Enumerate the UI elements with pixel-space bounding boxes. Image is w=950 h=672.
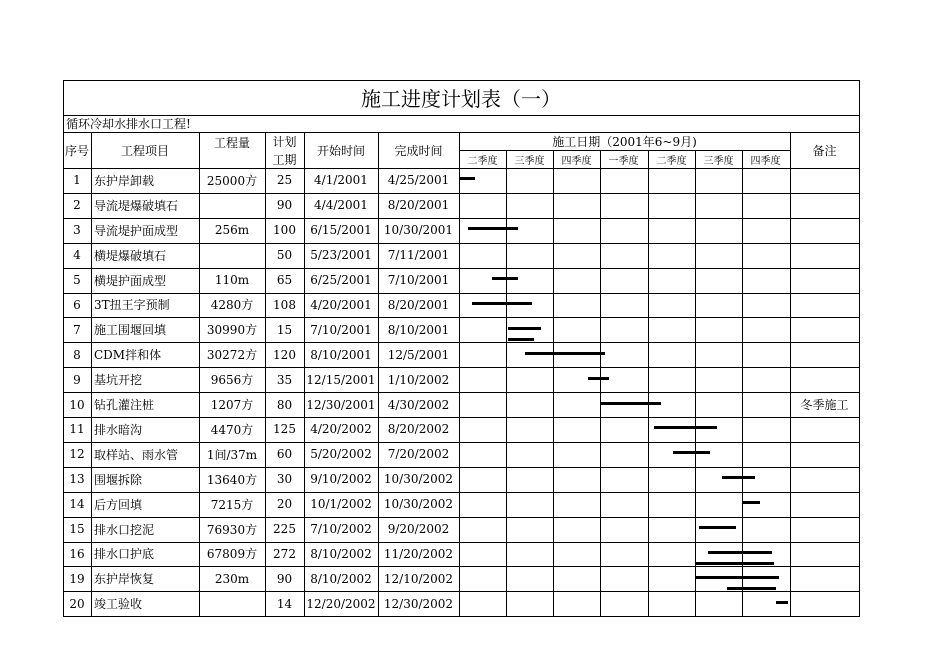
row-note — [790, 367, 859, 392]
row-item: 横堤爆破填石 — [94, 248, 167, 263]
row-start: 4/1/2001 — [314, 173, 368, 188]
quarter-label: 二季度 — [656, 155, 687, 167]
gantt-bar — [492, 277, 518, 280]
row-qty — [199, 591, 265, 616]
row-end: 9/20/2002 — [387, 522, 450, 537]
row-note — [790, 417, 859, 442]
row-note — [790, 517, 859, 542]
row-end: 7/20/2002 — [387, 447, 450, 462]
row-end: 8/20/2002 — [387, 422, 450, 437]
header-period-top: 计划 — [272, 134, 297, 149]
row-days: 20 — [276, 497, 293, 512]
row-qty: 1间/37m — [206, 447, 258, 462]
row-note — [790, 492, 859, 517]
row-item: 竣工验收 — [94, 597, 143, 612]
row-days: 125 — [273, 422, 296, 437]
row-item: 3T扭王字预制 — [94, 298, 170, 313]
row-start: 5/20/2002 — [310, 447, 372, 462]
row-days: 272 — [273, 546, 296, 561]
header-end: 完成时间 — [394, 143, 443, 158]
row-qty: 67809方 — [206, 547, 258, 562]
row-item: CDM拌和体 — [94, 348, 162, 363]
row-days: 35 — [276, 372, 293, 387]
row-item: 东护岸卸载 — [94, 173, 155, 188]
row-note — [790, 591, 859, 616]
row-seq: 16 — [69, 546, 85, 561]
row-seq: 3 — [73, 223, 81, 238]
row-days: 50 — [276, 248, 293, 263]
row-item: 横堤护面成型 — [94, 273, 167, 288]
row-item: 导流堤爆破填石 — [94, 198, 179, 213]
row-note — [790, 243, 859, 268]
row-note — [790, 218, 859, 243]
gantt-bar — [708, 551, 771, 554]
row-qty: 4280方 — [210, 298, 254, 313]
row-days: 90 — [276, 571, 293, 586]
gantt-bar — [722, 476, 755, 479]
border-right — [859, 80, 860, 617]
row-item: 排水口护底 — [94, 547, 155, 562]
row-start: 8/10/2001 — [310, 347, 372, 362]
row-qty: 9656方 — [210, 373, 254, 388]
row-start: 12/20/2002 — [306, 596, 376, 611]
row-start: 7/10/2002 — [310, 522, 372, 537]
project-name: 循环冷却水排水口工程! — [66, 117, 191, 131]
header-note: 备注 — [812, 143, 837, 158]
gantt-bar — [699, 526, 737, 529]
gantt-bar — [472, 302, 532, 305]
gantt-bar — [776, 601, 788, 604]
header-seq: 序号 — [64, 143, 89, 158]
row-item: 东护岸恢复 — [94, 572, 155, 587]
row-qty: 13640方 — [206, 472, 258, 487]
row-note — [790, 317, 859, 342]
row-start: 7/10/2001 — [310, 322, 372, 337]
header-start: 开始时间 — [316, 143, 365, 158]
row-end: 1/10/2002 — [387, 372, 450, 387]
row-note: 冬季施工 — [800, 398, 849, 413]
row-days: 108 — [273, 297, 296, 312]
quarter-label: 三季度 — [514, 155, 545, 167]
row-qty: 7215方 — [210, 497, 254, 512]
row-end: 8/20/2001 — [387, 198, 450, 213]
gantt-bar — [654, 426, 717, 429]
row-seq: 6 — [73, 297, 81, 312]
row-start: 4/20/2001 — [310, 297, 372, 312]
row-seq: 4 — [73, 248, 81, 263]
gantt-bar — [459, 177, 475, 180]
row-qty: 256m — [214, 223, 250, 238]
row-note — [790, 193, 859, 218]
row-note — [790, 168, 859, 193]
row-start: 8/10/2002 — [310, 546, 372, 561]
row-start: 10/1/2002 — [310, 497, 372, 512]
row-note — [790, 542, 859, 567]
row-item: 排水暗沟 — [94, 422, 143, 437]
row-seq: 7 — [73, 322, 81, 337]
row-start: 6/25/2001 — [310, 273, 372, 288]
quarter-divider — [742, 150, 743, 616]
row-end: 4/25/2001 — [387, 173, 450, 188]
row-start: 12/15/2001 — [306, 372, 376, 387]
quarter-divider — [506, 150, 507, 616]
page-title: 施工进度计划表（一） — [361, 87, 561, 111]
gantt-bar — [673, 451, 711, 454]
column-divider — [459, 132, 460, 616]
row-qty: 230m — [214, 571, 250, 586]
row-seq: 9 — [73, 372, 81, 387]
gantt-bar — [468, 227, 517, 230]
schedule-sheet — [63, 80, 859, 615]
row-end: 4/30/2002 — [387, 397, 450, 412]
gantt-bar — [743, 501, 759, 504]
row-end: 10/30/2001 — [383, 223, 454, 238]
row-end: 8/10/2001 — [387, 322, 450, 337]
row-seq: 1 — [73, 173, 81, 188]
quarter-label: 二季度 — [467, 155, 498, 167]
row-end: 12/10/2002 — [383, 571, 454, 586]
quarter-label: 三季度 — [703, 155, 734, 167]
row-qty: 1207方 — [210, 398, 254, 413]
row-days: 225 — [273, 522, 296, 537]
header-period-bottom: 工期 — [272, 152, 297, 167]
row-seq: 12 — [69, 447, 85, 462]
gantt-bar — [508, 338, 534, 341]
row-qty: 4470方 — [210, 422, 254, 437]
row-item: 钻孔灌注桩 — [94, 398, 155, 413]
row-item: 施工围堰回填 — [94, 323, 167, 338]
row-days: 60 — [276, 447, 293, 462]
row-start: 4/4/2001 — [314, 198, 368, 213]
row-seq: 13 — [69, 472, 85, 487]
gantt-bar — [696, 576, 778, 579]
border-bottom — [63, 616, 859, 617]
row-item: 围堰拆除 — [94, 472, 143, 487]
row-item: 排水口挖泥 — [94, 522, 155, 537]
row-start: 9/10/2002 — [310, 472, 372, 487]
row-qty — [199, 193, 265, 218]
row-seq: 20 — [69, 596, 85, 611]
gantt-bar — [727, 587, 776, 590]
row-note — [790, 442, 859, 467]
row-days: 65 — [276, 273, 293, 288]
row-days: 30 — [276, 472, 293, 487]
row-start: 8/10/2002 — [310, 571, 372, 586]
row-end: 7/10/2001 — [387, 273, 450, 288]
row-start: 5/23/2001 — [310, 248, 372, 263]
quarter-label: 一季度 — [608, 155, 639, 167]
row-seq: 5 — [73, 273, 81, 288]
row-qty: 30272方 — [206, 348, 258, 363]
row-days: 120 — [273, 347, 296, 362]
row-qty: 25000方 — [206, 173, 258, 188]
row-note — [790, 268, 859, 293]
row-end: 10/30/2002 — [383, 472, 454, 487]
row-note — [790, 342, 859, 367]
gantt-bar — [508, 327, 541, 330]
row-seq: 14 — [69, 497, 85, 512]
gantt-bar — [525, 352, 605, 355]
gantt-bar — [600, 402, 661, 405]
row-end: 12/30/2002 — [383, 596, 454, 611]
row-days: 14 — [276, 596, 293, 611]
row-seq: 8 — [73, 347, 81, 362]
row-end: 12/5/2001 — [387, 347, 450, 362]
row-seq: 15 — [69, 522, 85, 537]
row-start: 6/15/2001 — [310, 223, 372, 238]
row-qty: 30990方 — [206, 323, 258, 338]
row-item: 基坑开挖 — [94, 373, 143, 388]
row-end: 8/20/2001 — [387, 297, 450, 312]
row-end: 10/30/2002 — [383, 497, 454, 512]
gantt-bar — [588, 377, 609, 380]
row-days: 80 — [276, 397, 293, 412]
row-seq: 2 — [73, 198, 81, 213]
row-seq: 19 — [69, 571, 85, 586]
row-start: 12/30/2001 — [306, 397, 376, 412]
row-seq: 10 — [69, 397, 85, 412]
row-end: 11/20/2002 — [383, 546, 454, 561]
row-note — [790, 467, 859, 492]
row-note — [790, 293, 859, 318]
quarter-label: 四季度 — [561, 155, 592, 167]
header-gantt: 施工日期（2001年6~9月) — [552, 134, 697, 149]
header-qty: 工程量 — [213, 135, 250, 150]
gantt-bar — [696, 562, 774, 565]
row-days: 25 — [276, 173, 293, 188]
row-days: 90 — [276, 198, 293, 213]
quarter-divider — [600, 150, 601, 616]
row-item: 取样站、雨水管 — [94, 447, 179, 462]
header-item: 工程项目 — [120, 143, 169, 158]
row-seq: 11 — [69, 422, 85, 437]
row-qty: 110m — [214, 273, 250, 288]
row-days: 15 — [276, 322, 293, 337]
quarter-divider — [695, 150, 696, 616]
quarter-divider — [553, 150, 554, 616]
row-days: 100 — [273, 223, 296, 238]
row-end: 7/11/2001 — [387, 248, 450, 263]
quarter-divider — [648, 150, 649, 616]
row-item: 导流堤护面成型 — [94, 223, 179, 238]
row-item: 后方回填 — [94, 497, 143, 512]
row-note — [790, 566, 859, 591]
row-qty — [199, 243, 265, 268]
row-start: 4/20/2002 — [310, 422, 372, 437]
quarter-label: 四季度 — [750, 155, 781, 167]
row-qty: 76930方 — [206, 522, 258, 537]
